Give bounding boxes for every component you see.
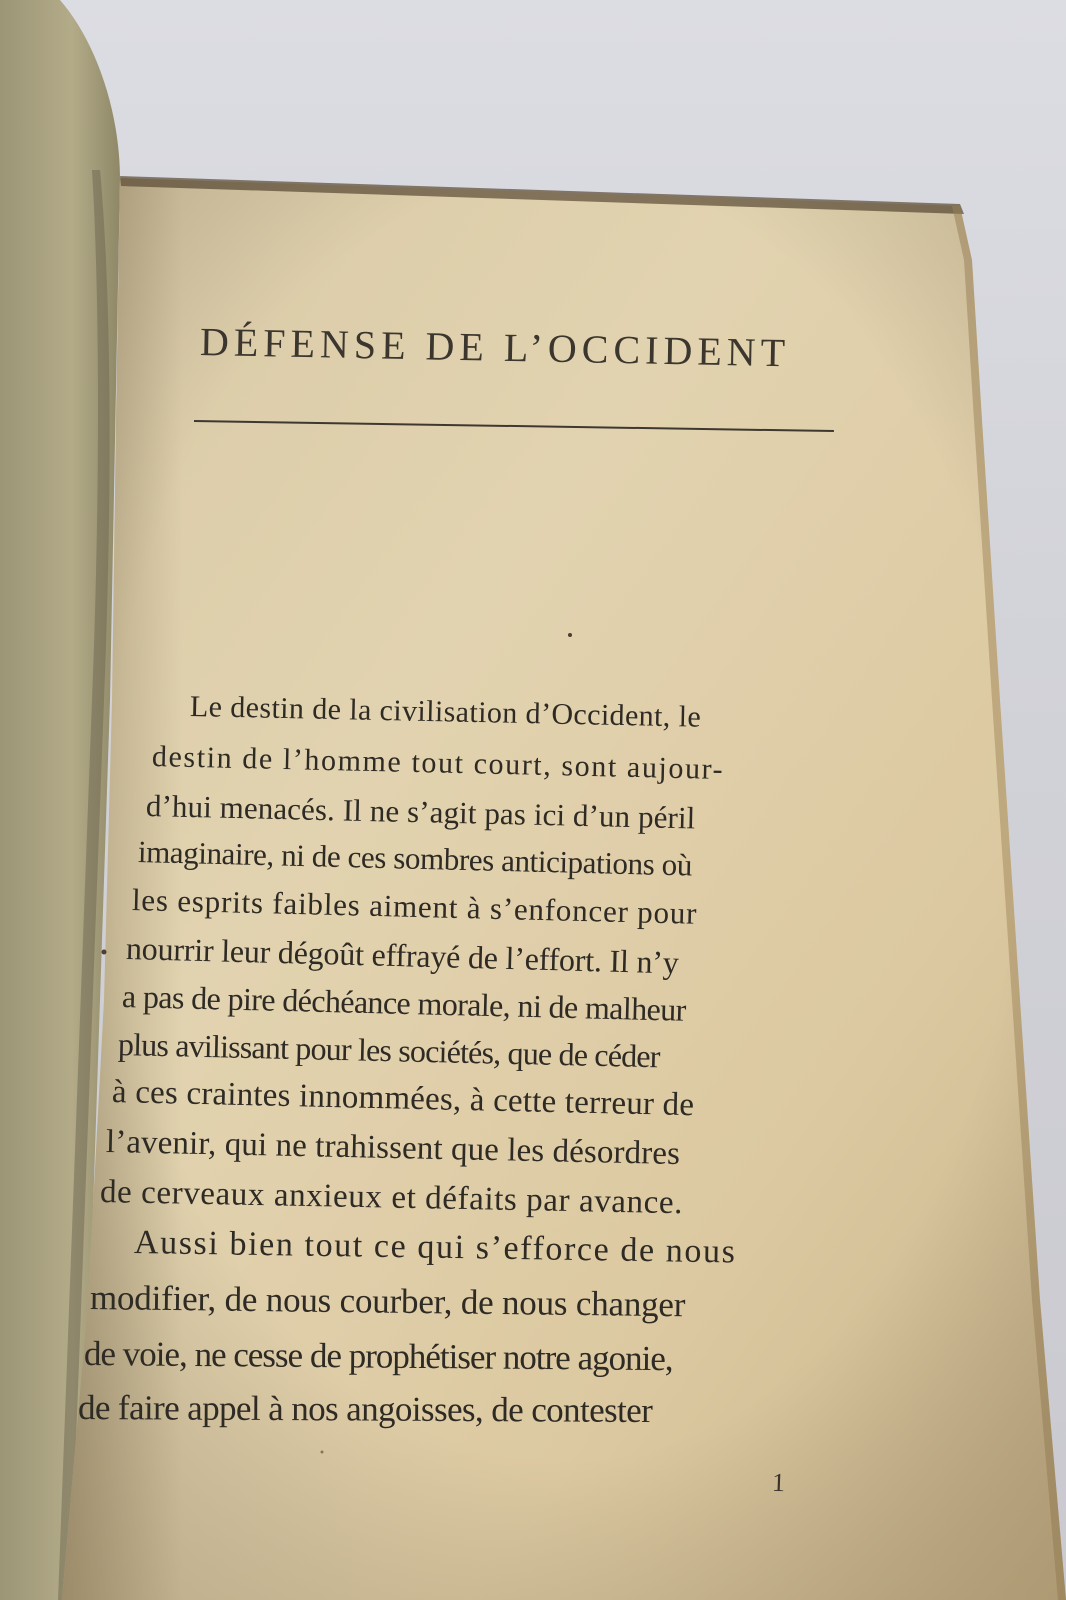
- text-line: Le destin de la civilisation d’Occident, le: [189, 690, 702, 734]
- text-line: les esprits faibles aiment à s’enfoncer pour: [131, 882, 698, 931]
- text-line: a pas de pire déchéance morale, ni de malheur: [121, 978, 687, 1028]
- chapter-title: DÉFENSE DE L’OCCIDENT: [199, 319, 791, 376]
- page-number: 1: [771, 1467, 786, 1498]
- text-line: à ces craintes innommées, à cette terreur de: [111, 1074, 695, 1124]
- text-line: l’avenir, qui ne trahissent que les désordres: [105, 1124, 681, 1173]
- text-line: nourrir leur dégoût effrayé de l’effort. Il n’y: [125, 930, 680, 981]
- text-line: de faire appel à nos angoisses, de contester: [77, 1388, 653, 1431]
- text-line: imaginaire, ni de ces sombres anticipations où: [137, 834, 693, 883]
- text-line: de voie, ne cesse de prophétiser notre agonie,: [83, 1334, 673, 1379]
- text-line: de cerveaux anxieux et défaits par avance.: [99, 1174, 684, 1222]
- text-line: destin de l’homme tout court, sont aujour-: [151, 740, 725, 786]
- text-line: Aussi bien tout ce qui s’efforce de nous: [133, 1224, 737, 1271]
- text-line: d’hui menacés. Il ne s’agit pas ici d’un péril: [145, 788, 696, 836]
- text-line: plus avilissant pour les sociétés, que de céder: [117, 1026, 661, 1075]
- text-line: modifier, de nous courber, de nous changer: [89, 1278, 686, 1325]
